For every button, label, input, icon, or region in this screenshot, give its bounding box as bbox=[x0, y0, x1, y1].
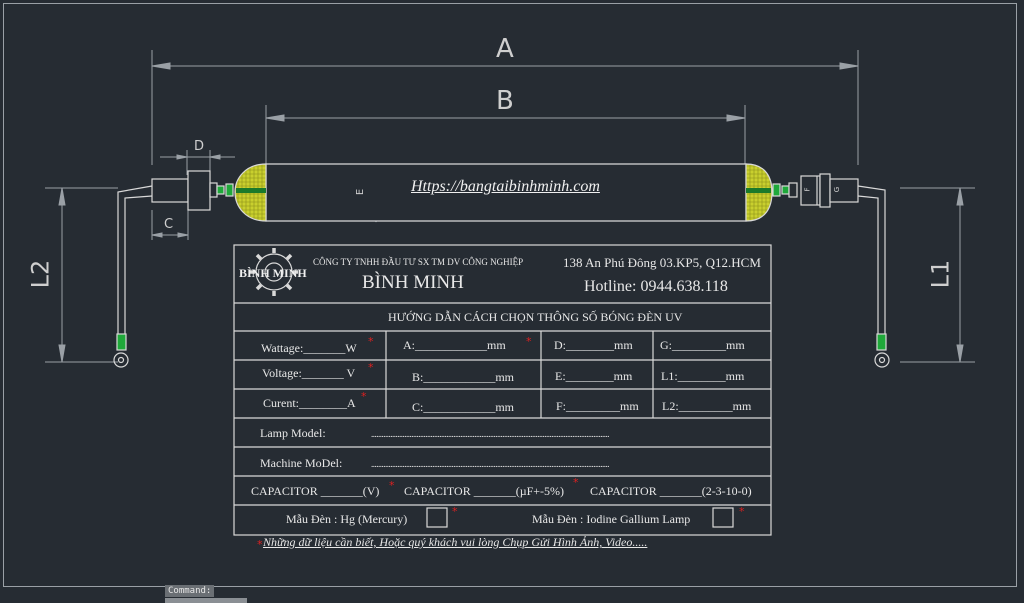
left-lead-wire bbox=[114, 186, 152, 367]
sample-hg-label: Mẫu Đèn : Hg (Mercury) bbox=[286, 512, 408, 526]
footer-note: Những dữ liệu cần biết, Hoặc quý khách vui lòng Chụp Gửi Hình Ảnh, Video..... bbox=[263, 535, 648, 549]
field-f[interactable]: F:_________mm bbox=[556, 399, 639, 413]
field-wattage[interactable]: Wattage:_______W bbox=[261, 341, 357, 355]
machine-model-label: Machine MoDel: bbox=[260, 456, 343, 470]
company-hotline: Hotline: 0944.638.118 bbox=[584, 278, 728, 295]
company-full-name: CÔNG TY TNHH ĐẦU TƯ SX TM DV CÔNG NGHIỆP bbox=[313, 257, 524, 267]
sample-iodine-label: Mẫu Đèn : Iodine Gallium Lamp bbox=[532, 512, 691, 526]
svg-text:*: * bbox=[368, 361, 374, 374]
hg-lamp-checkbox[interactable] bbox=[427, 508, 447, 527]
field-g[interactable]: G:_________mm bbox=[660, 338, 745, 352]
field-voltage[interactable]: Voltage:_______ V bbox=[262, 366, 356, 380]
website-url: Https://bangtaibinhminh.com bbox=[411, 178, 600, 195]
left-connector bbox=[152, 171, 233, 210]
dim-label-a: A bbox=[496, 34, 514, 64]
lamp-model-input[interactable]: ........................................................................................................................................ bbox=[371, 429, 609, 439]
command-input[interactable] bbox=[165, 598, 247, 603]
dim-label-b: B bbox=[496, 86, 514, 116]
svg-text:*: * bbox=[526, 335, 532, 348]
dim-label-f: F bbox=[803, 187, 812, 192]
company-short-name: BÌNH MINH bbox=[362, 272, 464, 293]
capacitor-code-field[interactable]: CAPACITOR _______(2-3-10-0) bbox=[590, 484, 752, 498]
form-title: HƯỚNG DẪN CÁCH CHỌN THÔNG SỐ BÓNG ĐÈN UV bbox=[388, 310, 683, 324]
iodine-lamp-checkbox[interactable] bbox=[713, 508, 733, 527]
svg-text:*: * bbox=[257, 538, 263, 551]
capacitor-voltage-field[interactable]: CAPACITOR _______(V) bbox=[251, 484, 380, 498]
svg-text:*: * bbox=[389, 479, 395, 492]
svg-text:*: * bbox=[452, 505, 458, 518]
lamp-model-label: Lamp Model: bbox=[260, 426, 326, 440]
svg-text:*: * bbox=[368, 335, 374, 348]
svg-text:*: * bbox=[739, 505, 745, 518]
dim-label-l2: L2 bbox=[26, 259, 55, 289]
svg-text:*: * bbox=[361, 390, 367, 403]
dim-label-c: C bbox=[164, 217, 174, 232]
dim-label-e: E bbox=[355, 188, 367, 196]
dim-label-g: G bbox=[833, 186, 842, 193]
dim-label-d: D bbox=[194, 139, 205, 154]
company-address: 138 An Phú Đông 03.KP5, Q12.HCM bbox=[563, 255, 761, 270]
command-line[interactable]: Command: bbox=[165, 585, 214, 597]
dimension-l2-line bbox=[45, 188, 118, 362]
field-c[interactable]: C:____________mm bbox=[412, 400, 515, 414]
machine-model-input[interactable]: ........................................................................................................................................ bbox=[371, 459, 609, 469]
logo-text: BÌNH MINH bbox=[239, 266, 307, 280]
field-current[interactable]: Curent:________A bbox=[263, 396, 356, 410]
right-lead-wire bbox=[858, 186, 889, 367]
field-l1[interactable]: L1:________mm bbox=[661, 369, 745, 383]
field-d[interactable]: D:________mm bbox=[554, 338, 633, 352]
right-connector bbox=[773, 174, 858, 207]
svg-text:*: * bbox=[573, 476, 579, 489]
field-a[interactable]: A:____________mm bbox=[403, 338, 506, 352]
dim-label-l1: L1 bbox=[926, 259, 955, 289]
field-e[interactable]: E:________mm bbox=[555, 369, 633, 383]
field-b[interactable]: B:____________mm bbox=[412, 370, 515, 384]
capacitor-microfarad-field[interactable]: CAPACITOR _______(µF+-5%) bbox=[404, 484, 565, 498]
field-l2[interactable]: L2:_________mm bbox=[662, 399, 752, 413]
